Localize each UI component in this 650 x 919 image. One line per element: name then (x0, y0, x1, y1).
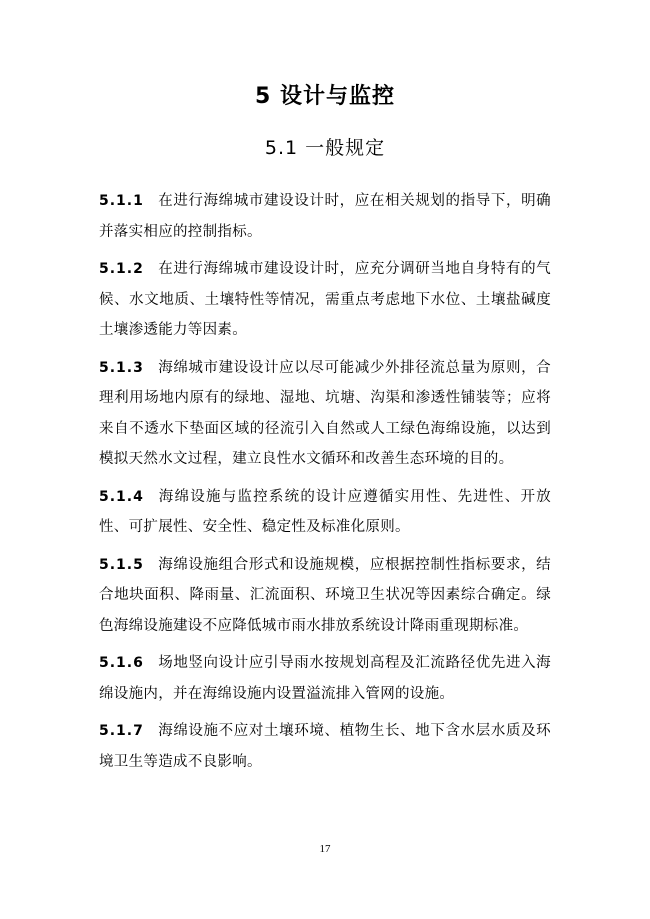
clause-text: 在进行海绵城市建设设计时，应在相关规划的指导下，明确并落实相应的控制指标。 (99, 193, 551, 240)
clause-text: 海绵设施与监控系统的设计应遵循实用性、先进性、开放性、可扩展性、安全性、稳定性及标准化原则。 (99, 488, 551, 535)
chapter-title: 5 设计与监控 (255, 84, 395, 109)
clause-5-1-5 (99, 550, 551, 642)
clause-5-1-3 (99, 353, 551, 475)
page-number: 17 (319, 843, 331, 855)
clause-text: 在进行海绵城市建设设计时，应充分调研当地自身特有的气候、水文地质、土壤特性等情况，需重点考虑地下水位、土壤盐碱度土壤渗透能力等因素。 (99, 261, 551, 338)
clause-5-1-2 (99, 254, 551, 346)
clause-5-1-6 (99, 648, 551, 709)
clause-number: 5.1.2 (99, 261, 144, 277)
clause-number: 5.1.1 (99, 193, 144, 209)
clause-number: 5.1.3 (99, 359, 144, 376)
section-title: 5.1 一般规定 (264, 137, 386, 159)
clause-text: 海绵设施组合形式和设施规模，应根据控制性指标要求，结合地块面积、降雨量、汇流面积、环境卫生状况等因素综合确定。绿色海绵设施建设不应降低城市雨水排放系统设计降雨重现期标准。 (99, 556, 551, 634)
clause-text: 海绵设施不应对土壤环境、植物生长、地下含水层水质及环境卫生等造成不良影响。 (99, 723, 551, 770)
clause-number: 5.1.4 (99, 488, 144, 505)
clause-list (99, 186, 551, 784)
clause-number: 5.1.5 (99, 556, 144, 573)
clause-text: 海绵城市建设设计应以尽可能减少外排径流总量为原则，合理利用场地内原有的绿地、湿地、坑塘、沟渠和渗透性铺装等；应将来自不透水下垫面区域的径流引入自然或人工绿色海绵设施，以达到模拟天然水文过程，建立良性水文循环和改善生态环境的目的。 (99, 359, 551, 467)
clause-number: 5.1.6 (99, 655, 144, 671)
clause-number: 5.1.7 (99, 723, 144, 739)
clause-text: 场地竖向设计应引导雨水按规划高程及汇流路径优先进入海绵设施内，并在海绵设施内设置溢流排入管网的设施。 (99, 655, 551, 702)
clause-5-1-1 (99, 186, 551, 247)
clause-5-1-4 (99, 482, 551, 543)
clause-5-1-7 (99, 716, 551, 777)
